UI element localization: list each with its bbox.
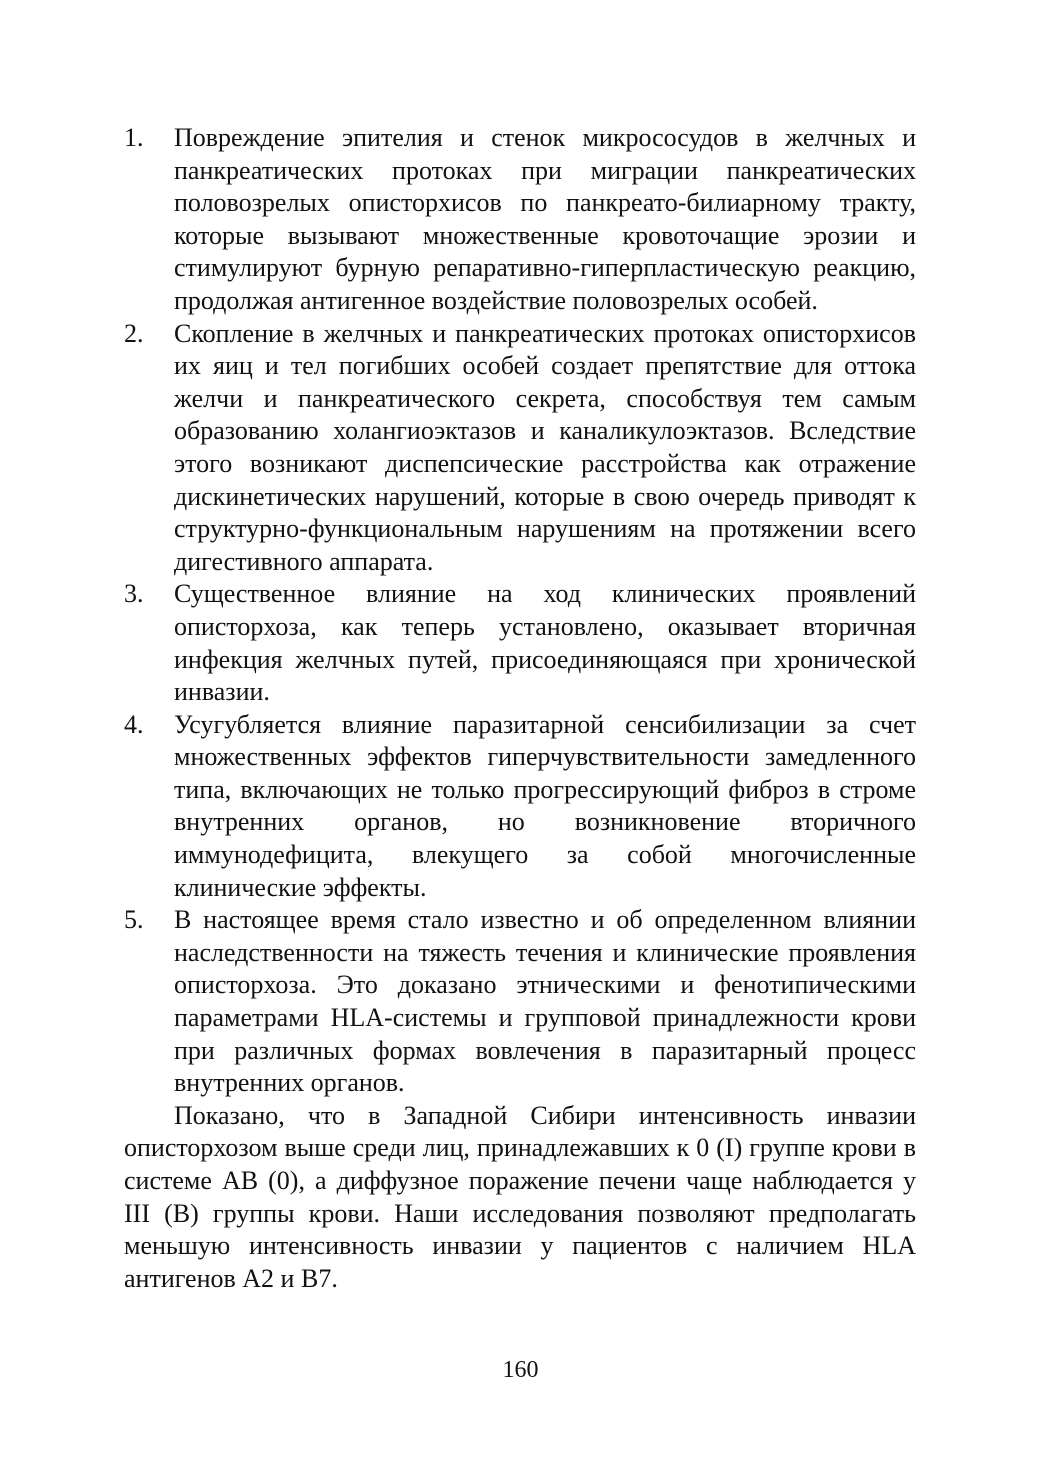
list-item-number: 4. xyxy=(124,709,144,739)
list-item xyxy=(124,904,916,1100)
list-item xyxy=(124,578,916,708)
list-item-number: 2. xyxy=(124,318,144,348)
list-item-text: В настоящее время стало известно и об определенном влиянии наследственности на тяжесть течения и клинические проявления описторхоза. Это доказано этническими и фенотипическими параметрами HLA-системы и групповой принадлежности крови при различных формах вовлечения в паразитарный процесс внутренних органов. xyxy=(174,905,916,1098)
list-item-text: Скопление в желчных и панкреатических протоках описторхисов их яиц и тел погибших особей создает препятствие для оттока желчи и панкреатического секрета, способствуя тем самым образованию холангиоэктазов и каналикулоэктазов. Вследствие этого возникают диспепсические расстройства как отражение дискинетических нарушений, которые в свою очередь приводят к структурно-функциональным нарушениям на протяжении всего дигестивного аппарата. xyxy=(174,318,916,576)
list-item xyxy=(124,709,916,905)
page-body xyxy=(124,122,916,1295)
list-item-text: Существенное влияние на ход клинических проявлений описторхоза, как теперь установлено, оказывает вторичная инфекция желчных путей, присоединяющаяся при хронической инвазии. xyxy=(174,579,916,707)
list-item-number: 3. xyxy=(124,579,144,609)
list-item xyxy=(124,122,916,318)
list-item-number: 1. xyxy=(124,123,144,152)
list-item-number: 5. xyxy=(124,905,144,935)
list-item xyxy=(124,318,916,579)
body-paragraph: Показано, что в Западной Сибири интенсивность инвазии описторхозом выше среди лиц, принадлежавших к 0 (I) группе крови в системе АВ (0), а диффузное поражение печени чаще наблюдается у III (В) группы крови. Наши исследования позволяют предполагать меньшую интенсивность инвазии у пациентов с наличием HLA антигенов А2 и В7. xyxy=(124,1100,916,1293)
page-number: 160 xyxy=(502,1357,539,1383)
numbered-list xyxy=(124,122,916,1100)
list-item-text: Усугубляется влияние паразитарной сенсибилизации за счет множественных эффектов гиперчувствительности замедленного типа, включающих не только прогрессирующий фиброз в строме внутренних органов, но возникновение вторичного иммунодефицита, влекущего за собой многочисленные клинические эффекты. xyxy=(174,709,916,902)
list-item-text: Повреждение эпителия и стенок микрососудов в желчных и панкреатических протоках при миграции панкреатических половозрелых описторхисов по панкреато-билиарному тракту, которые вызывают множественные кровоточащие эрозии и стимулируют бурную репаративно-гиперпластическую реакцию, продолжая антигенное воздействие половозрелых особей. xyxy=(174,123,916,315)
